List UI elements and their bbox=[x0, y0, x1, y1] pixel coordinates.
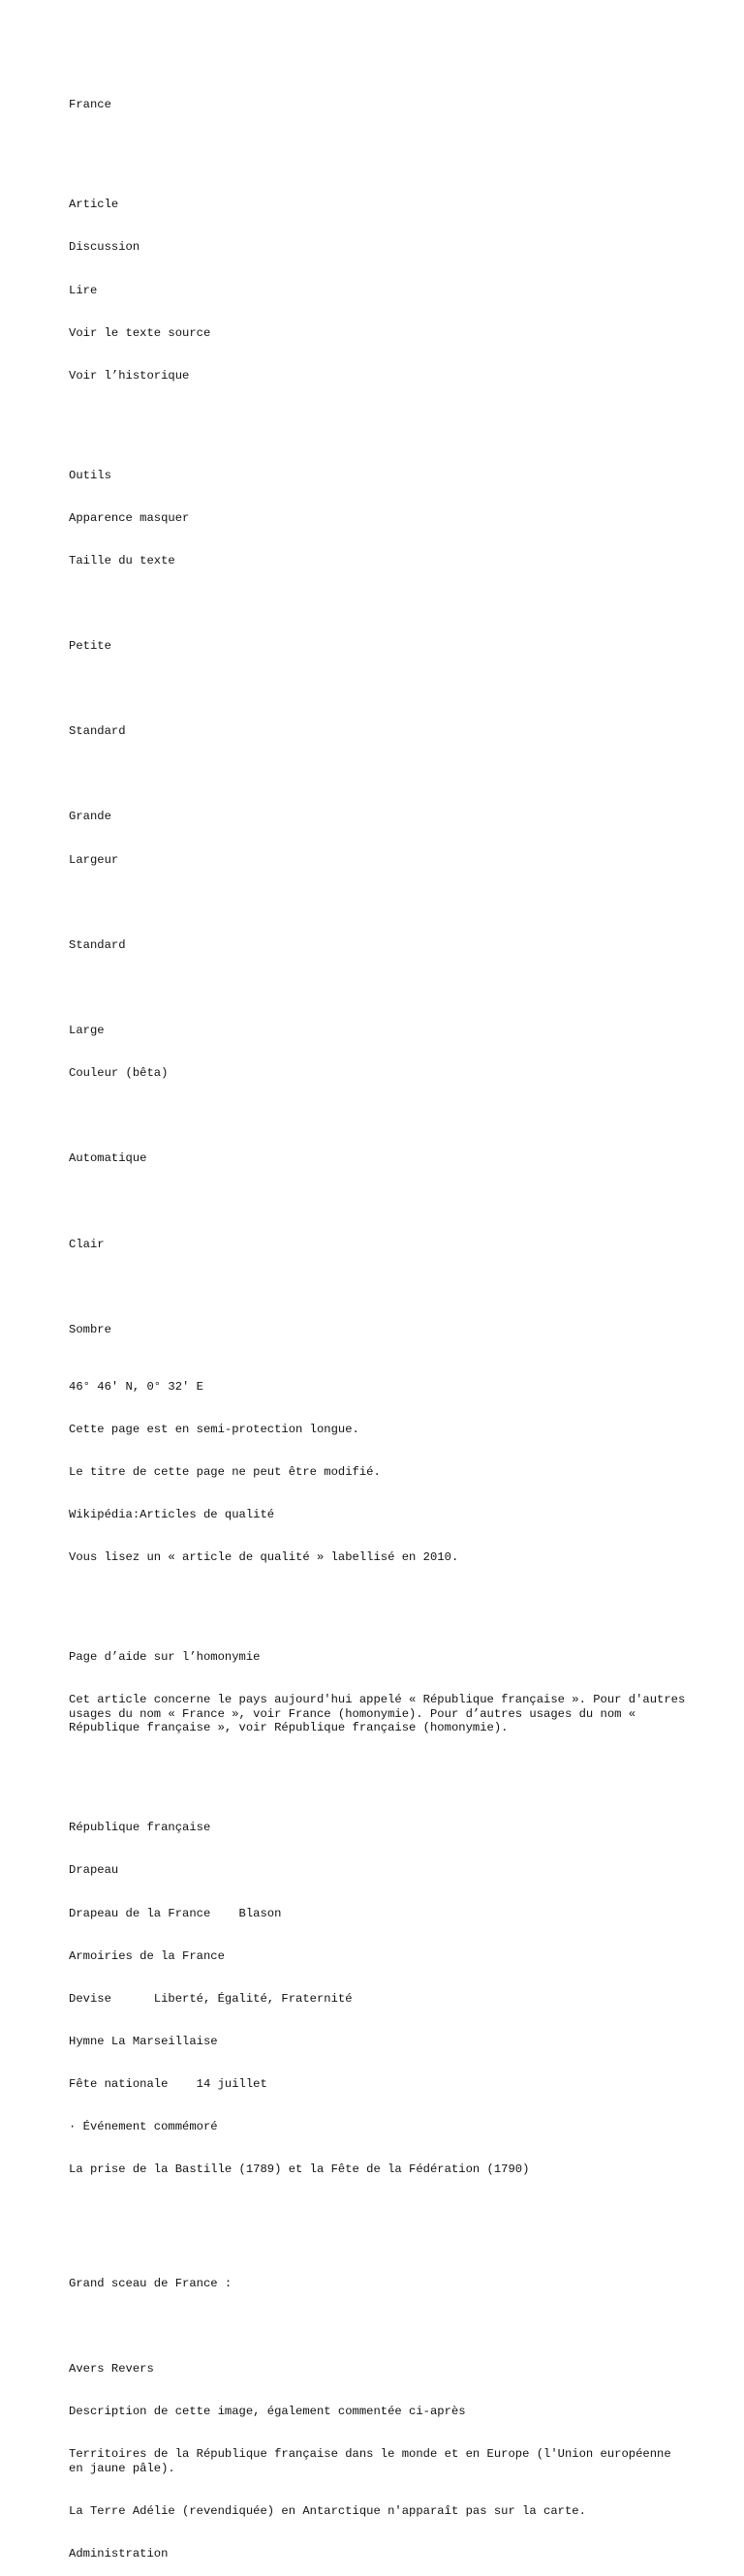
flag-caption-link[interactable]: Drapeau de la France bbox=[69, 1906, 211, 1920]
width-label: Largeur bbox=[69, 852, 119, 867]
text-size-label: Taille du texte bbox=[69, 553, 175, 567]
tab-view-source[interactable]: Voir le texte source bbox=[69, 325, 211, 340]
motto-value-link[interactable]: Liberté, Égalité, Fraternité bbox=[153, 1991, 353, 2006]
appearance-toggle[interactable]: Apparence masquer bbox=[69, 510, 190, 525]
quality-articles-link[interactable]: Wikipédia:Articles de qualité bbox=[69, 1507, 275, 1521]
color-light-option[interactable]: Clair bbox=[69, 1237, 105, 1251]
national-day-value[interactable]: 14 juillet bbox=[196, 2076, 267, 2091]
coordinates-link[interactable]: 46° 46′ N, 0° 32′ E bbox=[69, 1379, 203, 1394]
width-standard-option[interactable]: Standard bbox=[69, 937, 126, 952]
color-dark-option[interactable]: Sombre bbox=[69, 1322, 111, 1336]
quality-notice: Vous lisez un « article de qualité » labellisé en 2010. bbox=[69, 1549, 459, 1564]
great-seal-label: Grand sceau de France : bbox=[69, 2276, 232, 2290]
page-title: France bbox=[69, 98, 111, 112]
motto-label: Devise bbox=[69, 1991, 111, 2006]
tab-discussion[interactable]: Discussion bbox=[69, 240, 140, 255]
infobox-flag-row bbox=[69, 1907, 689, 1921]
title-locked-notice: Le titre de cette page ne peut être modifié. bbox=[69, 1464, 381, 1479]
tab-view-history[interactable]: Voir l’historique bbox=[69, 368, 190, 383]
image-description-link[interactable]: Description de cette image, également commentée ci-après bbox=[69, 2405, 466, 2419]
coat-of-arms-link[interactable]: Blason bbox=[238, 1906, 282, 1920]
national-day-label: Fête nationale bbox=[69, 2076, 169, 2091]
national-day-row bbox=[69, 2077, 689, 2092]
commemorated-event-value[interactable]: La prise de la Bastille (1789) et la Fête de la Fédération (1790) bbox=[69, 2162, 530, 2177]
text-size-small-option[interactable]: Petite bbox=[69, 639, 111, 654]
semi-protection-notice: Cette page est en semi-protection longue. bbox=[69, 1422, 359, 1436]
anthem-row[interactable]: Hymne La Marseillaise bbox=[69, 2034, 218, 2048]
tab-article[interactable]: Article bbox=[69, 198, 119, 212]
commemorated-event-label: · Événement commémoré bbox=[69, 2120, 218, 2134]
color-label: Couleur (bêta) bbox=[69, 1066, 169, 1081]
tab-read[interactable]: Lire bbox=[69, 283, 98, 297]
homonymy-text: Cet article concerne le pays aujourd'hui appelé « République française ». Pour d'autres usages du nom « France », voir France (homonymie). Pour d’autres usages du nom « République française », voir République française (homonymie). bbox=[69, 1692, 693, 1735]
width-large-option[interactable]: Large bbox=[69, 1024, 105, 1037]
infobox-flag-label: Drapeau bbox=[69, 1863, 119, 1878]
map-note: La Terre Adélie (revendiquée) en Antarctique n'apparaît pas sur la carte. bbox=[69, 2504, 586, 2519]
seal-sides-links[interactable]: Avers Revers bbox=[69, 2361, 154, 2376]
homonymy-help-link[interactable]: Page d’aide sur l’homonymie bbox=[69, 1649, 261, 1664]
coat-of-arms-caption: Armoiries de la France bbox=[69, 1948, 225, 1963]
tools-label[interactable]: Outils bbox=[69, 468, 111, 482]
infobox-name: République française bbox=[69, 1821, 211, 1835]
color-auto-option[interactable]: Automatique bbox=[69, 1151, 147, 1166]
administration-heading: Administration bbox=[69, 2547, 169, 2561]
text-size-large-option[interactable]: Grande bbox=[69, 810, 111, 824]
page-content bbox=[69, 70, 693, 2576]
motto-row bbox=[69, 1992, 689, 2007]
text-size-standard-option[interactable]: Standard bbox=[69, 724, 126, 739]
map-caption: Territoires de la République française dans le monde et en Europe (l'Union européenne en jaune pâle). bbox=[69, 2447, 678, 2475]
